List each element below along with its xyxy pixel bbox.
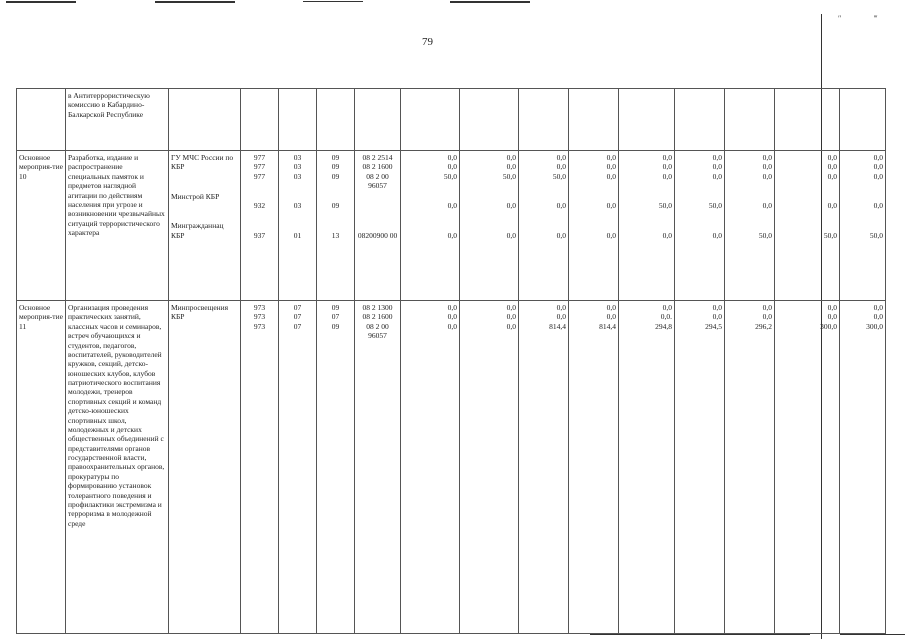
amount-cell-value: 50,0 <box>443 171 457 181</box>
amount-cell-value: 0,0 <box>606 153 616 162</box>
empty-cell <box>569 89 619 151</box>
amount-cell-value: 0,0 <box>606 230 616 240</box>
amount-cell-value: 0,0 <box>873 303 883 312</box>
csr-cell-value: 08 2 00 96057 <box>366 321 389 341</box>
amount-cell-value: 300,0 <box>820 321 837 331</box>
amount-cell <box>401 301 460 634</box>
description-cell: Разработка, издание и распространение специальных памяток и предметов наглядной агитации по действиям населения при угрозе и возникновении чрезвычайных ситуаций террористического характера <box>66 151 169 301</box>
amount-cell-value: 0,0 <box>556 312 566 322</box>
rz-cell-value: 01 <box>293 230 302 240</box>
group-gap <box>243 211 276 231</box>
description-cell: в Антитеррористическую комиссию в Кабардино-Балкарской Республике <box>66 89 169 151</box>
group-gap <box>677 181 722 201</box>
amount-cell-value: 0,0 <box>662 153 672 162</box>
group-gap <box>677 211 722 231</box>
executor-cell-value: Минпросвещения КБР <box>171 303 229 322</box>
amount-cell-value: 0,0 <box>556 153 566 162</box>
group-gap <box>521 211 566 231</box>
rz-cell-value: 03 <box>293 162 302 172</box>
group-gap <box>462 211 516 231</box>
empty-cell <box>169 89 241 151</box>
amount-cell <box>569 151 619 301</box>
amount-cell-value: 0,0 <box>873 162 883 172</box>
scan-artifact-line <box>590 634 810 635</box>
group-gap <box>319 211 352 231</box>
page-number: 79 <box>422 36 433 48</box>
group-gap <box>171 172 238 192</box>
empty-cell <box>840 89 886 151</box>
executor-cell-value: Мингражданнац КБР <box>171 221 224 240</box>
grbs-cell-value: 977 <box>253 162 266 172</box>
amount-cell-value: 0,0 <box>506 312 516 322</box>
amount-cell-value: 0,0 <box>606 162 616 172</box>
group-gap <box>403 211 457 231</box>
amount-cell-value: 0,0 <box>556 303 566 312</box>
amount-cell-value: 0,0 <box>447 303 457 312</box>
scan-artifact-line <box>155 1 235 3</box>
amount-cell-value: 0,0 <box>712 230 722 240</box>
amount-cell-value: 0,0 <box>662 162 672 172</box>
amount-cell-value: 0,0 <box>556 162 566 172</box>
amount-cell-value: 0,0 <box>873 171 883 181</box>
amount-cell-value: 0,0 <box>827 303 837 312</box>
amount-cell-value: 0,0 <box>506 303 516 312</box>
amount-cell-value: 0,0 <box>606 171 616 181</box>
rz-cell-value: 07 <box>293 312 302 322</box>
amount-cell-value: 0,0 <box>827 171 837 181</box>
grbs-cell-value: 937 <box>253 230 266 240</box>
amount-cell-value: 0,0 <box>873 153 883 162</box>
amount-cell-value: 50,0 <box>823 230 837 240</box>
group-gap <box>621 211 672 231</box>
amount-cell-value: 0,0 <box>762 312 772 322</box>
table-row <box>17 301 886 634</box>
group-gap <box>727 211 772 231</box>
pr-cell-value: 09 <box>331 171 340 181</box>
amount-cell-value: 0,0 <box>506 230 516 240</box>
amount-cell-value: 0,0 <box>827 162 837 172</box>
group-gap <box>521 181 566 201</box>
grbs-cell-value: 977 <box>253 171 266 181</box>
amount-cell-value: 0,0 <box>712 312 722 322</box>
group-gap <box>842 181 883 201</box>
amount-cell <box>401 151 460 301</box>
amount-cell-value: 0,0 <box>662 230 672 240</box>
table-body <box>17 89 886 634</box>
empty-cell <box>241 89 279 151</box>
amount-cell-value: 294,8 <box>655 321 672 331</box>
amount-cell-value: 0,0 <box>762 201 772 211</box>
amount-cell <box>840 151 886 301</box>
csr-cell-value: 08 2 2514 <box>362 153 393 162</box>
amount-cell-value: 0,0 <box>447 321 457 331</box>
pr-cell-value: 09 <box>331 162 340 172</box>
amount-cell-value: 0,0 <box>662 303 672 312</box>
amount-cell-value: 296,2 <box>755 321 772 331</box>
amount-cell <box>569 301 619 634</box>
amount-cell-value: 0,0 <box>712 162 722 172</box>
pr-cell <box>317 301 355 634</box>
group-gap <box>777 211 837 231</box>
executor-cell <box>169 151 241 301</box>
amount-cell-value: 300,0 <box>866 321 883 331</box>
amount-cell <box>725 301 775 634</box>
amount-cell-value: 0,0. <box>660 312 672 322</box>
measure-cell: Основное мероприя-тие 11 <box>17 301 66 634</box>
grbs-cell-value: 973 <box>253 321 266 331</box>
grbs-cell-value: 973 <box>253 312 266 322</box>
group-gap <box>281 211 314 231</box>
empty-cell <box>279 89 317 151</box>
amount-cell-value: 50,0 <box>658 201 672 211</box>
rz-cell <box>279 301 317 634</box>
amount-cell-value: 0,0 <box>712 303 722 312</box>
grbs-cell-value: 973 <box>253 303 266 312</box>
group-gap <box>842 211 883 231</box>
csr-cell-value: 08 2 00 96057 <box>366 171 389 191</box>
amount-cell-value: 0,0 <box>873 201 883 211</box>
scan-mark: ‴ <box>874 14 878 23</box>
rz-cell-value: 03 <box>293 153 302 162</box>
amount-cell-value: 50,0 <box>869 230 883 240</box>
budget-table <box>16 88 886 634</box>
amount-cell-value: 0,0 <box>762 153 772 162</box>
pr-cell-value: 09 <box>331 303 340 312</box>
pr-cell-value: 09 <box>331 321 340 331</box>
amount-cell-value: 0,0 <box>506 321 516 331</box>
group-gap <box>571 211 616 231</box>
amount-cell-value: 50,0 <box>502 171 516 181</box>
amount-cell <box>840 301 886 634</box>
amount-cell-value: 0,0 <box>506 162 516 172</box>
empty-cell <box>401 89 460 151</box>
csr-cell-value: 08 2 1600 <box>362 312 393 322</box>
amount-cell-value: 0,0 <box>447 153 457 162</box>
csr-cell-value: 08200900 00 <box>357 230 398 240</box>
amount-cell-value: 0,0 <box>447 312 457 322</box>
pr-cell <box>317 151 355 301</box>
csr-cell <box>355 151 401 301</box>
group-gap <box>727 181 772 201</box>
rz-cell <box>279 151 317 301</box>
scan-artifact-line <box>840 634 905 635</box>
amount-cell-value: 0,0 <box>712 171 722 181</box>
group-gap <box>357 211 398 231</box>
group-gap <box>621 181 672 201</box>
amount-cell-value: 0,0 <box>606 312 616 322</box>
empty-cell <box>775 89 840 151</box>
executor-cell-value: ГУ МЧС России по КБР <box>171 153 234 172</box>
csr-cell-value: 08 2 1300 <box>362 303 393 312</box>
amount-cell-value: 50,0 <box>758 230 772 240</box>
amount-cell-value: 0,0 <box>506 153 516 162</box>
empty-cell <box>725 89 775 151</box>
amount-cell-value: 0,0 <box>606 303 616 312</box>
amount-cell-value: 0,0 <box>827 153 837 162</box>
csr-cell <box>355 301 401 634</box>
group-gap <box>281 181 314 201</box>
scan-artifact-line <box>450 1 530 3</box>
pr-cell-value: 13 <box>331 230 340 240</box>
amount-cell-value: 0,0 <box>827 201 837 211</box>
empty-cell <box>355 89 401 151</box>
measure-cell: Основное мероприя-тие 10 <box>17 151 66 301</box>
amount-cell-value: 814,4 <box>549 321 566 331</box>
csr-cell-value: 08 2 1600 <box>362 162 393 172</box>
amount-cell <box>725 151 775 301</box>
amount-cell <box>619 301 675 634</box>
amount-cell-value: 0,0 <box>827 312 837 322</box>
grbs-cell <box>241 301 279 634</box>
amount-cell-value: 0,0 <box>506 201 516 211</box>
rz-cell-value: 07 <box>293 321 302 331</box>
amount-cell-value: 50,0 <box>708 201 722 211</box>
amount-cell <box>775 301 840 634</box>
group-gap <box>319 181 352 201</box>
empty-cell <box>460 89 519 151</box>
empty-cell <box>675 89 725 151</box>
amount-cell-value: 0,0 <box>712 153 722 162</box>
amount-cell <box>775 151 840 301</box>
group-gap <box>243 181 276 201</box>
amount-cell-value: 0,0 <box>447 201 457 211</box>
rz-cell-value: 07 <box>293 303 302 312</box>
amount-cell <box>619 151 675 301</box>
amount-cell-value: 0,0 <box>762 162 772 172</box>
scan-mark: ″ <box>838 14 842 23</box>
table-row <box>17 89 886 151</box>
amount-cell-value: 0,0 <box>447 230 457 240</box>
rz-cell-value: 03 <box>293 171 302 181</box>
empty-cell <box>619 89 675 151</box>
executor-cell <box>169 301 241 634</box>
grbs-cell-value: 932 <box>253 201 266 211</box>
amount-cell-value: 0,0 <box>762 171 772 181</box>
amount-cell <box>675 301 725 634</box>
measure-cell <box>17 89 66 151</box>
pr-cell-value: 09 <box>331 201 340 211</box>
empty-cell <box>519 89 569 151</box>
description-cell: Организация проведения практических занятий, классных часов и семинаров, встреч обучающихся и студентов, педагогов, воспитателей, руководителей кружков, секций, детско-юношеских клубов, клубов патриотического воспитания молодежи, тренеров спортивных секций и команд детско-юношеских спортивных школ, молодежных и детских общественных объединений с представителями органов государственной власти, правоохранительных органов, прокуратуры по формированию установок толерантного поведения и профилактики экстремизма и терроризма в молодежной среде <box>66 301 169 634</box>
scan-artifact-line <box>6 1 76 3</box>
amount-cell <box>519 301 569 634</box>
group-gap <box>777 181 837 201</box>
amount-cell-value: 50,0 <box>552 171 566 181</box>
amount-cell-value: 0,0 <box>556 230 566 240</box>
amount-cell-value: 814,4 <box>599 321 616 331</box>
scan-artifact-line <box>303 1 363 2</box>
empty-cell <box>317 89 355 151</box>
amount-cell-value: 0,0 <box>873 312 883 322</box>
group-gap <box>357 191 398 211</box>
table-row <box>17 151 886 301</box>
group-gap <box>171 201 238 221</box>
amount-cell-value: 0,0 <box>606 201 616 211</box>
amount-cell <box>460 301 519 634</box>
amount-cell <box>675 151 725 301</box>
grbs-cell-value: 977 <box>253 153 266 162</box>
amount-cell-value: 0,0 <box>447 162 457 172</box>
grbs-cell <box>241 151 279 301</box>
group-gap <box>403 181 457 201</box>
pr-cell-value: 07 <box>331 312 340 322</box>
amount-cell-value: 0,0 <box>662 171 672 181</box>
group-gap <box>571 181 616 201</box>
amount-cell <box>519 151 569 301</box>
amount-cell-value: 0,0 <box>556 201 566 211</box>
executor-cell-value: Минстрой КБР <box>171 191 220 201</box>
amount-cell-value: 294,5 <box>705 321 722 331</box>
group-gap <box>462 181 516 201</box>
rz-cell-value: 03 <box>293 201 302 211</box>
amount-cell <box>460 151 519 301</box>
amount-cell-value: 0,0 <box>762 303 772 312</box>
pr-cell-value: 09 <box>331 153 340 162</box>
